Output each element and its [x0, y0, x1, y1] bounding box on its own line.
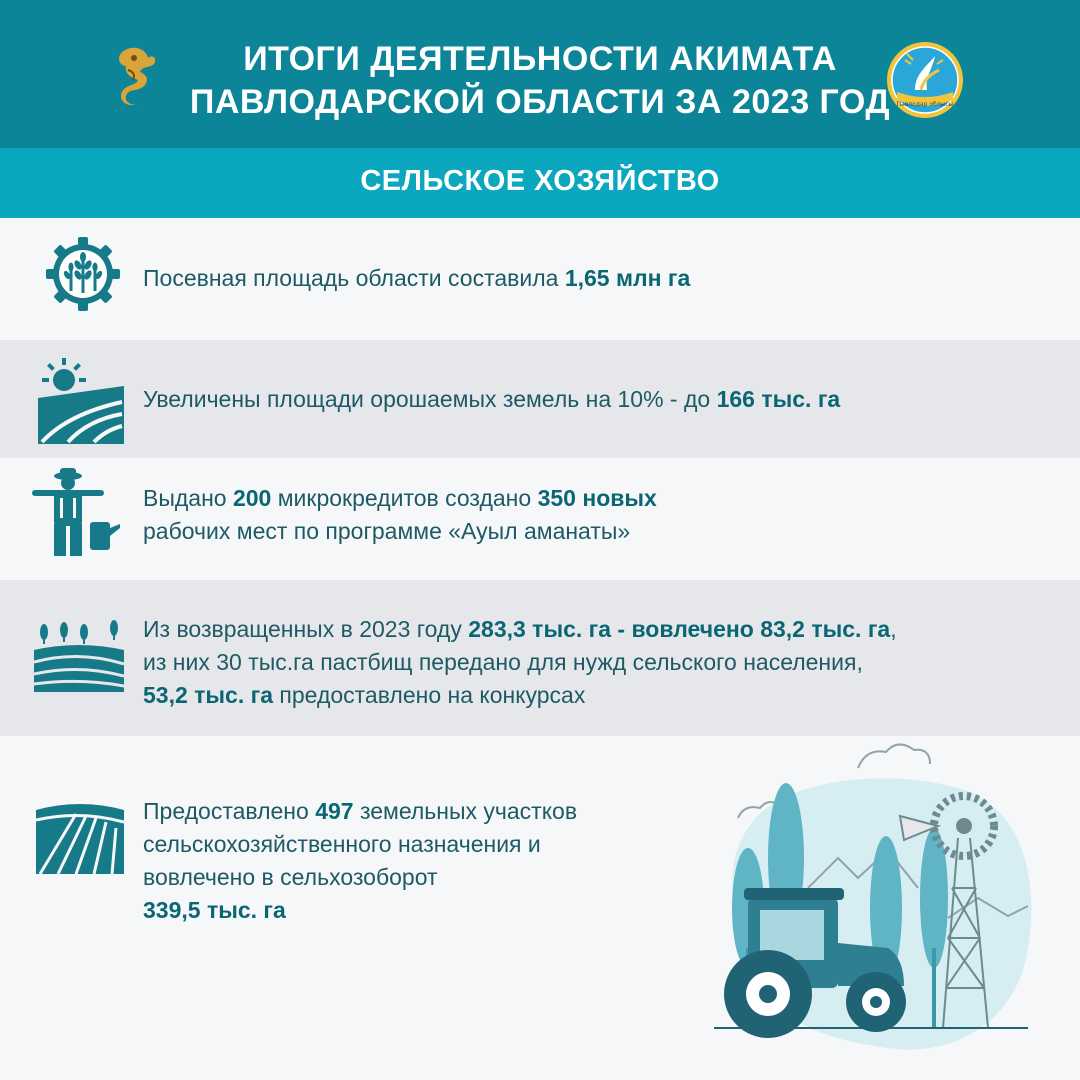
farmer-icon [32, 466, 122, 558]
sun-field-icon [38, 358, 124, 444]
item-1-text: Посевная площадь области составила 1,65 млн га [143, 265, 691, 291]
item-5-value-b: 339,5 тыс. га [143, 897, 286, 923]
seal-caption: Павлодар облысы [896, 101, 954, 108]
page-title [150, 38, 930, 124]
item-4-value-b: 53,2 тыс. га [143, 682, 274, 708]
item-2-text: Увеличены площади орошаемых земель на 10% - до 166 тыс. га [143, 386, 841, 412]
item-4-value-a: 283,3 тыс. га - вовлечено 83,2 тыс. га [468, 616, 891, 642]
plowed-field-icon [36, 800, 124, 874]
item-3-text: Выдано 200 микрокредитов создано 350 новых рабочих мест по программе «Ауыл аманаты» [143, 485, 657, 544]
item-3-value-a: 200 [232, 485, 272, 511]
title-line-2: ПАВЛОДАРСКОЙ ОБЛАСТИ ЗА 2023 ГОД [189, 83, 891, 121]
pavlodar-seal-icon [885, 40, 965, 120]
tractor-farm-illustration-icon [708, 738, 1048, 1058]
title-line-1: ИТОГИ ДЕЯТЕЛЬНОСТИ АКИМАТА [243, 40, 837, 78]
trees-fields-icon [34, 620, 124, 692]
item-5-text: Предоставлено 497 земельных участков сельскохозяйственного назначения и вовлечено в сельхозоборот 339,5 тыс. га [143, 798, 578, 923]
item-2-value: 166 тыс. га [716, 386, 841, 412]
item-1-value: 1,65 млн га [564, 265, 691, 291]
item-3-value-b: 350 новых [537, 485, 657, 511]
item-5-value-a: 497 [315, 798, 354, 824]
item-4-text: Из возвращенных в 2023 году 283,3 тыс. га - вовлечено 83,2 тыс. га, из них 30 тыс.га пастбищ передано для нужд сельского населения, 53,2 тыс. га предоставлено на конкурсах [143, 616, 897, 708]
wheat-gear-icon [44, 235, 122, 313]
section-title: СЕЛЬСКОЕ ХОЗЯЙСТВО [360, 165, 720, 197]
